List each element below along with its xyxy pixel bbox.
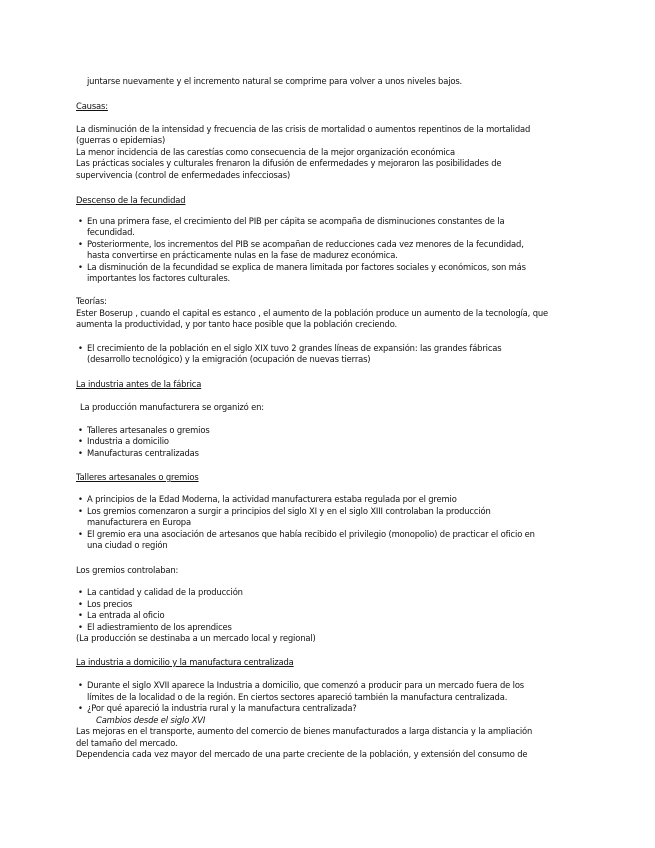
list-item: El gremio era una asociación de artesanos que había recibido el privilegio (monopolio) de practicar el oficio en (87, 529, 535, 539)
bullet-icon: • (78, 622, 83, 632)
section-heading-domicilio: La industria a domicilio y la manufactura centralizada (76, 657, 294, 667)
list-item: El adiestramiento de los aprendices (87, 622, 232, 632)
bullet-icon: • (78, 587, 83, 597)
list-item-continuation: límites de la localidad o de la región. En ciertos sectores apareció también la manufactura centralizada. (87, 692, 508, 702)
text-line: Los gremios controlaban: (76, 565, 179, 575)
list-item: En una primera fase, el crecimiento del PIB per cápita se acompaña de disminuciones constantes de la (87, 216, 505, 226)
text-line: (La producción se destinaba a un mercado local y regional) (76, 633, 316, 643)
bullet-icon: • (78, 216, 83, 226)
text-line: juntarse nuevamente y el incremento natural se comprime para volver a unos niveles bajos. (87, 76, 463, 86)
text-line: supervivencia (control de enfermedades infecciosas) (76, 170, 291, 180)
text-line: (guerras o epidemias) (76, 135, 166, 145)
bullet-icon: • (78, 703, 83, 713)
bullet-icon: • (78, 680, 83, 690)
list-item-continuation: una ciudad o región (87, 540, 168, 550)
text-line: Ester Boserup , cuando el capital es estanco , el aumento de la población produce un aumento de la tecnología, que (76, 308, 549, 318)
list-item: Durante el siglo XVII aparece la Industria a domicilio, que comenzó a producir para un mercado fuera de los (87, 680, 525, 690)
list-item: Los gremios comenzaron a surgir a principios del siglo XI y en el siglo XIII controlaban la producción (87, 506, 491, 516)
list-item-continuation: manufacturera en Europa (87, 517, 191, 527)
text-line: La disminución de la intensidad y frecuencia de las crisis de mortalidad o aumentos repentinos de la mortalidad (76, 124, 531, 134)
text-line: Las mejoras en el transporte, aumento del comercio de bienes manufacturados a larga distancia y la ampliación (76, 726, 533, 736)
list-item: Posteriormente, los incrementos del PIB se acompañan de reducciones cada vez menores de la fecundidad, (87, 239, 524, 249)
text-line: del tamaño del mercado. (76, 738, 178, 748)
bullet-icon: • (78, 436, 83, 446)
list-item: Talleres artesanales o gremios (87, 425, 210, 435)
bullet-icon: • (78, 529, 83, 539)
text-line: La menor incidencia de las carestías como consecuencia de la mejor organización económica (76, 147, 455, 157)
text-line-italic: Cambios desde el siglo XVI (96, 715, 206, 725)
list-item-continuation: importantes los factores culturales. (87, 273, 231, 283)
section-heading-causas: Causas: (76, 101, 108, 111)
text-line: aumenta la productividad, y por tanto hace posible que la población creciendo. (76, 319, 398, 329)
bullet-icon: • (78, 448, 83, 458)
bullet-icon: • (78, 506, 83, 516)
text-line: Dependencia cada vez mayor del mercado de una parte creciente de la población, y extensión del consumo de (76, 749, 528, 759)
section-heading-industria: La industria antes de la fábrica (76, 379, 202, 389)
bullet-icon: • (78, 343, 83, 353)
list-item: Los precios (87, 599, 133, 609)
list-item-continuation: hasta convertirse en prácticamente nulas en la fase de madurez económica. (87, 250, 398, 260)
list-item: Industria a domicilio (87, 436, 169, 446)
text-line: Teorías: (76, 296, 107, 306)
list-item: La disminución de la fecundidad se explica de manera limitada por factores sociales y económicos, son más (87, 262, 526, 272)
bullet-icon: • (78, 494, 83, 504)
list-item: Manufacturas centralizadas (87, 448, 199, 458)
section-heading-descenso: Descenso de la fecundidad (76, 195, 186, 205)
list-item: La entrada al oficio (87, 610, 165, 620)
text-line: Las prácticas sociales y culturales frenaron la difusión de enfermedades y mejoraron las posibilidades de (76, 158, 502, 168)
list-item: ¿Por qué apareció la industria rural y la manufactura centralizada? (87, 703, 357, 713)
text-line: La producción manufacturera se organizó en: (80, 402, 264, 412)
list-item: La cantidad y calidad de la producción (87, 587, 243, 597)
list-item: A principios de la Edad Moderna, la actividad manufacturera estaba regulada por el gremio (87, 494, 457, 504)
list-item-continuation: fecundidad. (87, 227, 135, 237)
list-item: El crecimiento de la población en el siglo XIX tuvo 2 grandes líneas de expansión: las grandes fábricas (87, 343, 502, 353)
bullet-icon: • (78, 610, 83, 620)
bullet-icon: • (78, 262, 83, 272)
bullet-icon: • (78, 599, 83, 609)
bullet-icon: • (78, 239, 83, 249)
section-heading-talleres: Talleres artesanales o gremios (76, 472, 199, 482)
bullet-icon: • (78, 425, 83, 435)
list-item-continuation: (desarrollo tecnológico) y la emigración (ocupación de nuevas tierras) (87, 354, 371, 364)
